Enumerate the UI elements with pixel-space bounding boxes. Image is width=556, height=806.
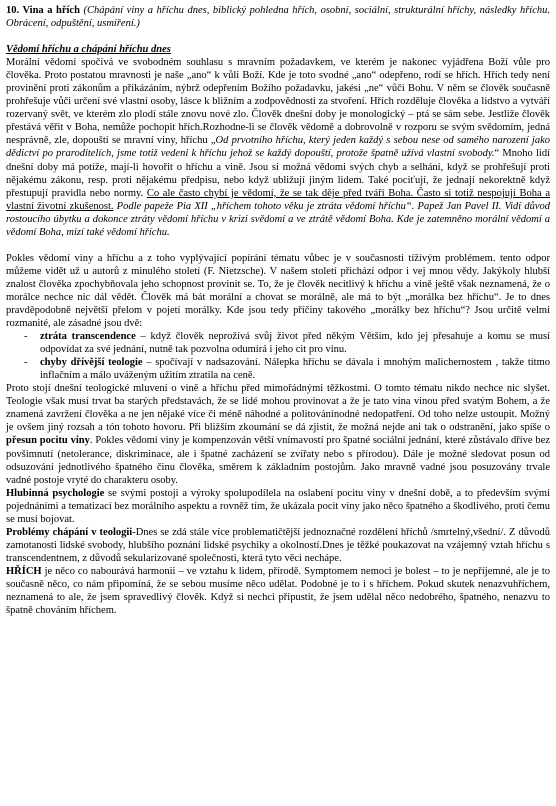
list-item-title: chyby dřívější teologie	[40, 357, 143, 369]
paragraph-text: Morální vědomí spočívá ve svobodném souhlasu s mravním požadavkem, ve kterém je nakonec vyjádřena Boží vůle pro člověka. Proto postatou mravnosti je naše „ano“ k vůli Boží. Kde je toto svodné „ano“ odepřeno, rodí se hřích. Hřích tedy není provinění proti zákonům a přikázáním, nýbrž odepřením Božího požadavku, jakési „ne“ vůči Bohu. V něm se člověk současně prohřešuje vůči určení své vlastní osoby, lásce k bližním a zodpovědnosti za stvoření. Hřích rozděluje člověka a lidstvo a vytváří rozervaný svět, ve kterém zlo plodí stále znovu nové zlo. Člověk dnešní doby je monologický – ptá se sám sebe. Jestliže člověk přestává věřit v Boha, nemůže pochopit hřích.Rozhodne-li se člověk vědomě a dobrovolně v rozporu se svým svědomím, jedná nesprávně, zle, dopouští se mravní viny, hříchu „	[6, 57, 550, 147]
list-item-text: – spočívají v nadsazování. Nálepka hříchu se dávala i mnohým malichernostem , takže títmo inflačním a málo uváženým užitím ztratila na ceně.	[40, 357, 550, 382]
paragraph-moral-awareness	[6, 56, 550, 239]
paragraph-theology-difficulties	[6, 382, 550, 486]
list-item	[28, 356, 550, 382]
underlined-text: před tváří Boha. Často si totiž nespojují Boha a vlastní životní zkušenost.	[6, 187, 551, 212]
paragraph-text: se svými postoji a výroky spolupodílela na oslabení pocitu viny v dnešní době, a to především svými pojednáními a tematizací bez morálního aspektu a rovněž tím, že ukázala pocit viny jako něco špatného a škodlivého, proti čemu se musí bojovat.	[6, 487, 550, 525]
paragraph-decline-of-guilt: Pokles vědomí viny a hříchu a z toho vyplývající popírání tématu vůbec je v současnosti tížívým problémem. tento odpor můžeme vidět už u autorů z minulého století (F. Nietzsche). V našem století přichází odpor i vej mnou vědy. Jakýkoly hlubší znalost člověka zpochybňovala jeho schopnost provinit se. To, že je člověk necitlivý k hříchu a vině ještě však neznamená, že o morálce nechce nic dál vědět. Člověk má bát morální a chovat se morálně, ale má to být „morálka bez hříchu“. Je to dnes pravděpodobně největší přelom v pojetí morálky. Kde jsou tedy příčiny takového „morálky bez hříchu“? Jsou určitě velmi rozmanité, ale zásadné jsou dvě:	[6, 252, 550, 330]
paragraph-text: “ Mnoho lidí dnešní doby má potíže, mají-li hovořit o hříchu a vině. Jsou si možná vědomi svých chyb a selhání, když se prohřešují proti nějakému zákonu, resp. proti nějakému předpisu, nebo když ubližují jiným lidem. Také pociťují, že jednají nekorektně když přestupují pravidla nebo normy.	[6, 148, 550, 199]
document-heading	[6, 4, 550, 30]
paragraph-sin-definition	[6, 565, 550, 617]
paragraph-text: Proto stojí dnešní teologické mluvení o vině a hříchu před mimořádnými těžkostmi. O tomto tématu nikdo nechce nic slyšet. Teologie však musí trvat ba starých představách, že se lidé mohou provinovat a že je tato vina vinou před svatým Bohem, a že znamená zavržení člověka a ne jen nějaké více či méně náhodné a politovánínodné nedopatření. Od toho nelze ustoupit. Možný je ovšem jiný rozsah a tón tohoto hovoru. Při bližším zkoumání se dá zjistit, že možná nejde ani tak o odstranění, jako spíše o	[6, 383, 550, 434]
paragraph-theology-problems	[6, 526, 550, 565]
paragraph-depth-psychology	[6, 487, 550, 526]
paragraph-text: . Pokles vědomí viny je kompenzován větší vnímavostí pro špatné sociální jednání, které zůstávalo dříve bez povšimnutí (netolerance, diskriminace, ale i špatné zacházení se zvířaty nebo s přírodou). Dále je možné sledovat posun od odsuzování jednotlivého špatného činu člověka, směrem k základním postojům. Jako mravně vadné jsou posuzovány trvale vadné postoje vryté do charakteru osoby.	[6, 435, 551, 486]
list-item	[28, 330, 550, 356]
list-item-title: ztráta transcendence	[40, 331, 136, 343]
bold-term: Problémy chápání v teologii	[6, 526, 133, 538]
quote-original-sin: Od prvotního hříchu, který jeden každý s sebou nese od samého narození jako dědictví po praroditelích, jsme totiž vedeni k hříchu jehož se každý dopouští, protože špatně užívá vlastní svobody.	[6, 135, 550, 160]
bold-term: Hlubinná psychologie	[6, 487, 105, 499]
list-item-text: – když člověk neprožívá svůj život před někým Větším, kdo jej přesahuje a komu se musí odpovídat za své jednání, nutně tak pozvolna odumírá i jeho cit pro vinu.	[40, 331, 550, 356]
quote-popes: Podle papeže Pia XII „hříchem tohoto věku je ztráta vědomí hříchu“. Papež Jan Pavel II. Vidí důvod rostoucího úbytku a dokonce ztráty vědomí hříchu v krizi svědomí a ve ztrátě vědomí Boha. Kde je zatemněno morální vědomí a vědomí Boha, mizí také vědomí hříchu.	[6, 200, 550, 238]
section-title	[6, 43, 550, 56]
spacer	[6, 239, 550, 252]
heading-subtitle: (Chápání viny a hříchu dnes, biblický pohledna hřích, osobní, sociální, strukturální hříchy, následky hříchu. Obrácení, odpuštění, usmíření.)	[6, 5, 550, 30]
bold-term: HŘÍCH	[6, 565, 42, 577]
paragraph-text: -Dnes se zdá stále více problematičtější jednoznačné rozdělení hříchů /smrtelný,všední/. Z důvodů zamotanosti lidské svobody, hlubšího poznání lidské psychiky a okolností.Dnes je těžké poukazovat na vzájemný vztah hříchu s transcendentnem, z důvodů sekularizované společnosti, která tyto věci nechápe.	[6, 526, 550, 564]
paragraph-text: je něco co nabourává harmonii – ve vztahu k lidem, přírodě. Symptomem nemoci je bolest – to je nepříjemné, ale je to současně něco, co nám připomíná, že se sebou musíme něco udělat. Podobné je to i s hříchem. Pokud skutek nenazvuhříchem, neznamená to ale, že jsem spravedlivý člověk. Když si nechci připustit, že jsem udělal něco nedobrého, špatného, nenazvu to špatně chováním hříchem.	[6, 565, 550, 617]
bold-term: přesun pocitu viny	[6, 435, 90, 447]
section-title-text: Vědomí hříchu a chápání hříchu dnes	[6, 44, 171, 56]
spacer	[6, 30, 550, 43]
underlined-text: Co ale často chybí je vědomí, že se tak děje	[146, 187, 344, 199]
heading-number: 10. Vina a hřích	[6, 5, 80, 16]
causes-list	[6, 330, 550, 382]
